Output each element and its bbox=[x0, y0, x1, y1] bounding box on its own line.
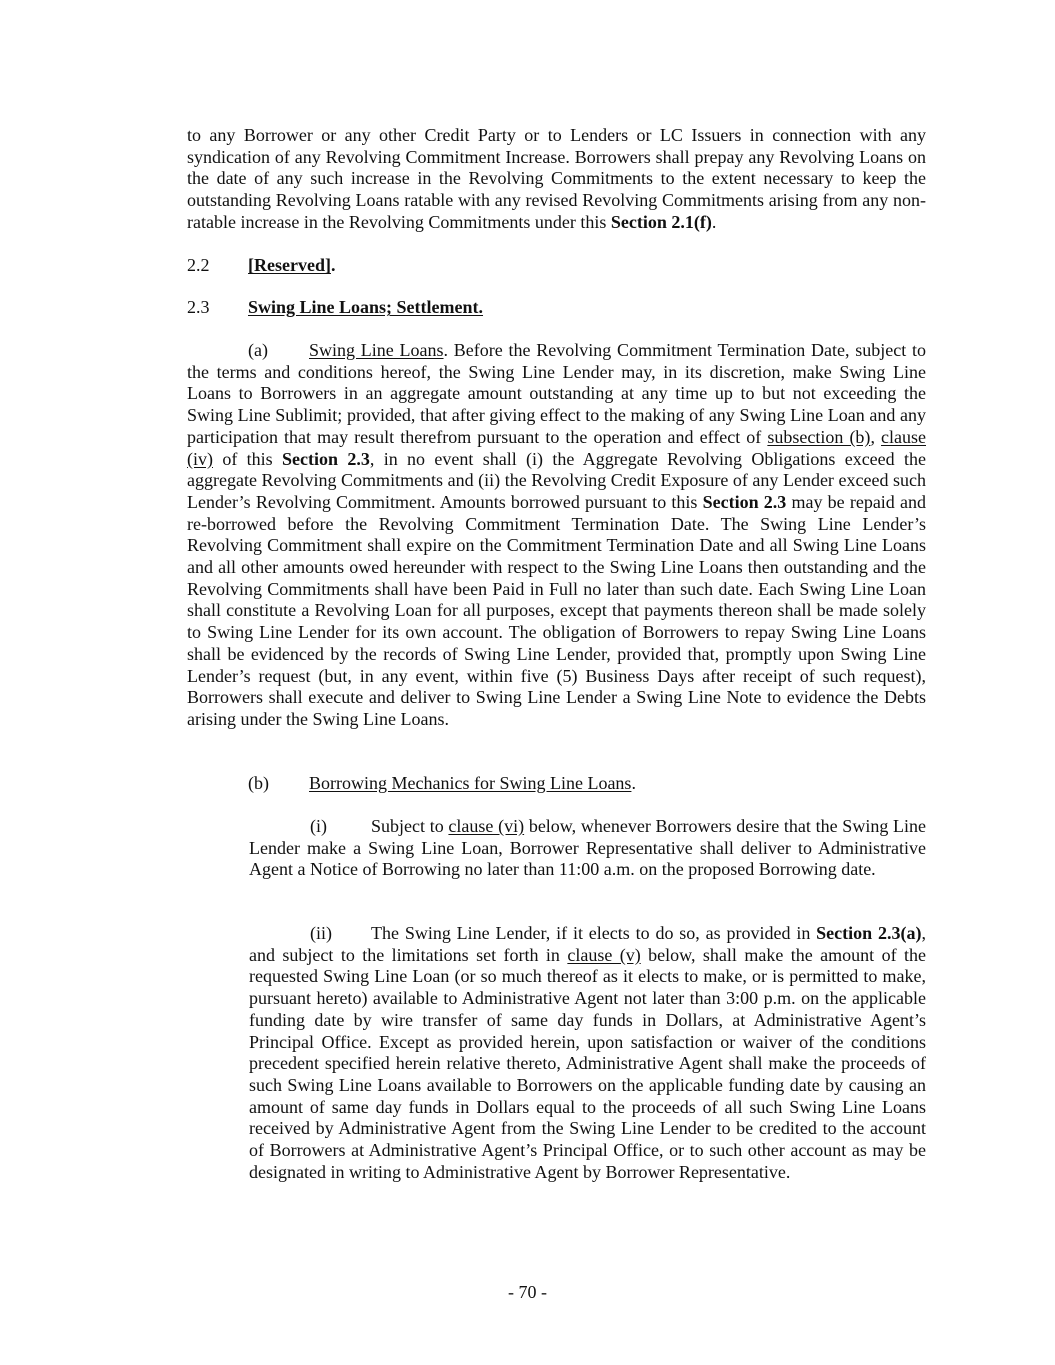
paragraph-heading: Borrowing Mechanics for Swing Line Loans bbox=[309, 773, 632, 793]
paragraph-heading: Swing Line Loans bbox=[309, 340, 444, 360]
section-reference: Section 2.3 bbox=[282, 448, 370, 469]
paragraph-2-1f-continuation: to any Borrower or any other Credit Party or to Lenders or LC Issuers in connection with any syndication of any Revolving Commitment Increase. Borrowers shall prepay any Revolving Loans on the date of any such increase in the Revolving Commitments to the extent necessary to keep the outstanding Revolving Loans ratable with any revised Revolving Commitments arising from any non-ratable increase in the Revolving Commitments under this Section 2.1(f). bbox=[187, 125, 926, 232]
section-reference: Section 2.1(f) bbox=[610, 211, 712, 232]
paragraph-a: (a) Swing Line Loans. Before the Revolving Commitment Termination Date, subject to the terms and conditions hereof, the Swing Line Lender may, in its discretion, make Swing Line Loans to Borrowers in an aggregate amount outstanding at any time up to but not exceeding the Swing Line Sublimit; provided, that after giving effect to the making of any Swing Line Loan and any participation that may result therefrom pursuant to the operation and effect of subsection (b), clause (iv) of this Section 2.3, in no event shall (i) the Aggregate Revolving Obligations exceed the aggregate Revolving Commitments and (ii) the Revolving Credit Exposure of any Lender exceed such Lender’s Revolving Commitment. Amounts borrowed pursuant to this Section 2.3 may be repaid and re-borrowed before the Revolving Commitment Termination Date. The Swing Line Lender’s Revolving Commitment shall expire on the Commitment Termination Date and all Swing Line Loans and all other amounts owed hereunder with respect to the Swing Line Loans then outstanding and the Revolving Commitments shall have been Paid in Full no later than such date. Each Swing Line Loan shall constitute a Revolving Loan for all purposes, except that payments thereon shall be made solely to Swing Line Lender for its own account. The obligation of Borrowers to repay Swing Line Loans shall be evidenced by the records of Swing Line Lender, provided that, promptly upon Swing Line Lender’s request (but, in any event, within five (5) Business Days after receipt of such request), Borrowers shall execute and deliver to Swing Line Lender a Swing Line Note to evidence the Debts arising under the Swing Line Loans. bbox=[187, 340, 926, 729]
section-title: Swing Line Loans; Settlement. bbox=[248, 297, 484, 317]
section-reference: Section 2.3 bbox=[702, 491, 787, 512]
paragraph-label: (i) bbox=[310, 816, 327, 836]
section-2-3-heading bbox=[187, 297, 483, 319]
page-number: - 70 - bbox=[508, 1282, 547, 1302]
cross-reference: subsection (b) bbox=[767, 426, 871, 447]
section-number: 2.3 bbox=[187, 297, 210, 317]
paragraph-b-i: (i) Subject to clause (vi) below, whenever Borrowers desire that the Swing Line Lender make a Swing Line Loan, Borrower Representative shall deliver to Administrative Agent a Notice of Borrowing no later than 11:00 a.m. on the proposed Borrowing date. bbox=[249, 816, 927, 880]
paragraph-label: (a) bbox=[248, 340, 268, 360]
section-number: 2.2 bbox=[187, 255, 210, 275]
paragraph-b-ii: (ii) The Swing Line Lender, if it elects to do so, as provided in Section 2.3(a), and subject to the limitations set forth in clause (v) below, shall make the amount of the requested Swing Line Loan (or so much thereof as it elects to make, or is permitted to make, pursuant hereto) available to Administrative Agent not later than 3:00 p.m. on the applicable funding date by wire transfer of same day funds in Dollars, at Administrative Agent’s Principal Office. Except as provided herein, upon satisfaction or waiver of the conditions precedent specified herein relative thereto, Administrative Agent shall make the proceeds of such Swing Line Loans available to Borrowers on the applicable funding date by causing an amount of same day funds in Dollars equal to the proceeds of all such Swing Line Loans received by Administrative Agent from the Swing Line Lender to be credited to the account of Borrowers at Administrative Agent’s Principal Office, or to such other account as may be designated in writing to Administrative Agent by Borrower Representative. bbox=[249, 923, 927, 1182]
cross-reference: clause (vi) bbox=[448, 816, 525, 836]
cross-reference: clause (iv) bbox=[187, 426, 926, 469]
cross-reference: clause (v) bbox=[567, 944, 641, 965]
section-2-2-heading: 2.2 [Reserved]. bbox=[187, 255, 336, 275]
section-reference: Section 2.3(a) bbox=[816, 923, 922, 943]
section-title: [Reserved] bbox=[248, 255, 331, 275]
paragraph-label: (ii) bbox=[310, 923, 332, 943]
paragraph-b: (b) Borrowing Mechanics for Swing Line Loans. bbox=[248, 773, 636, 793]
paragraph-label: (b) bbox=[248, 773, 269, 793]
